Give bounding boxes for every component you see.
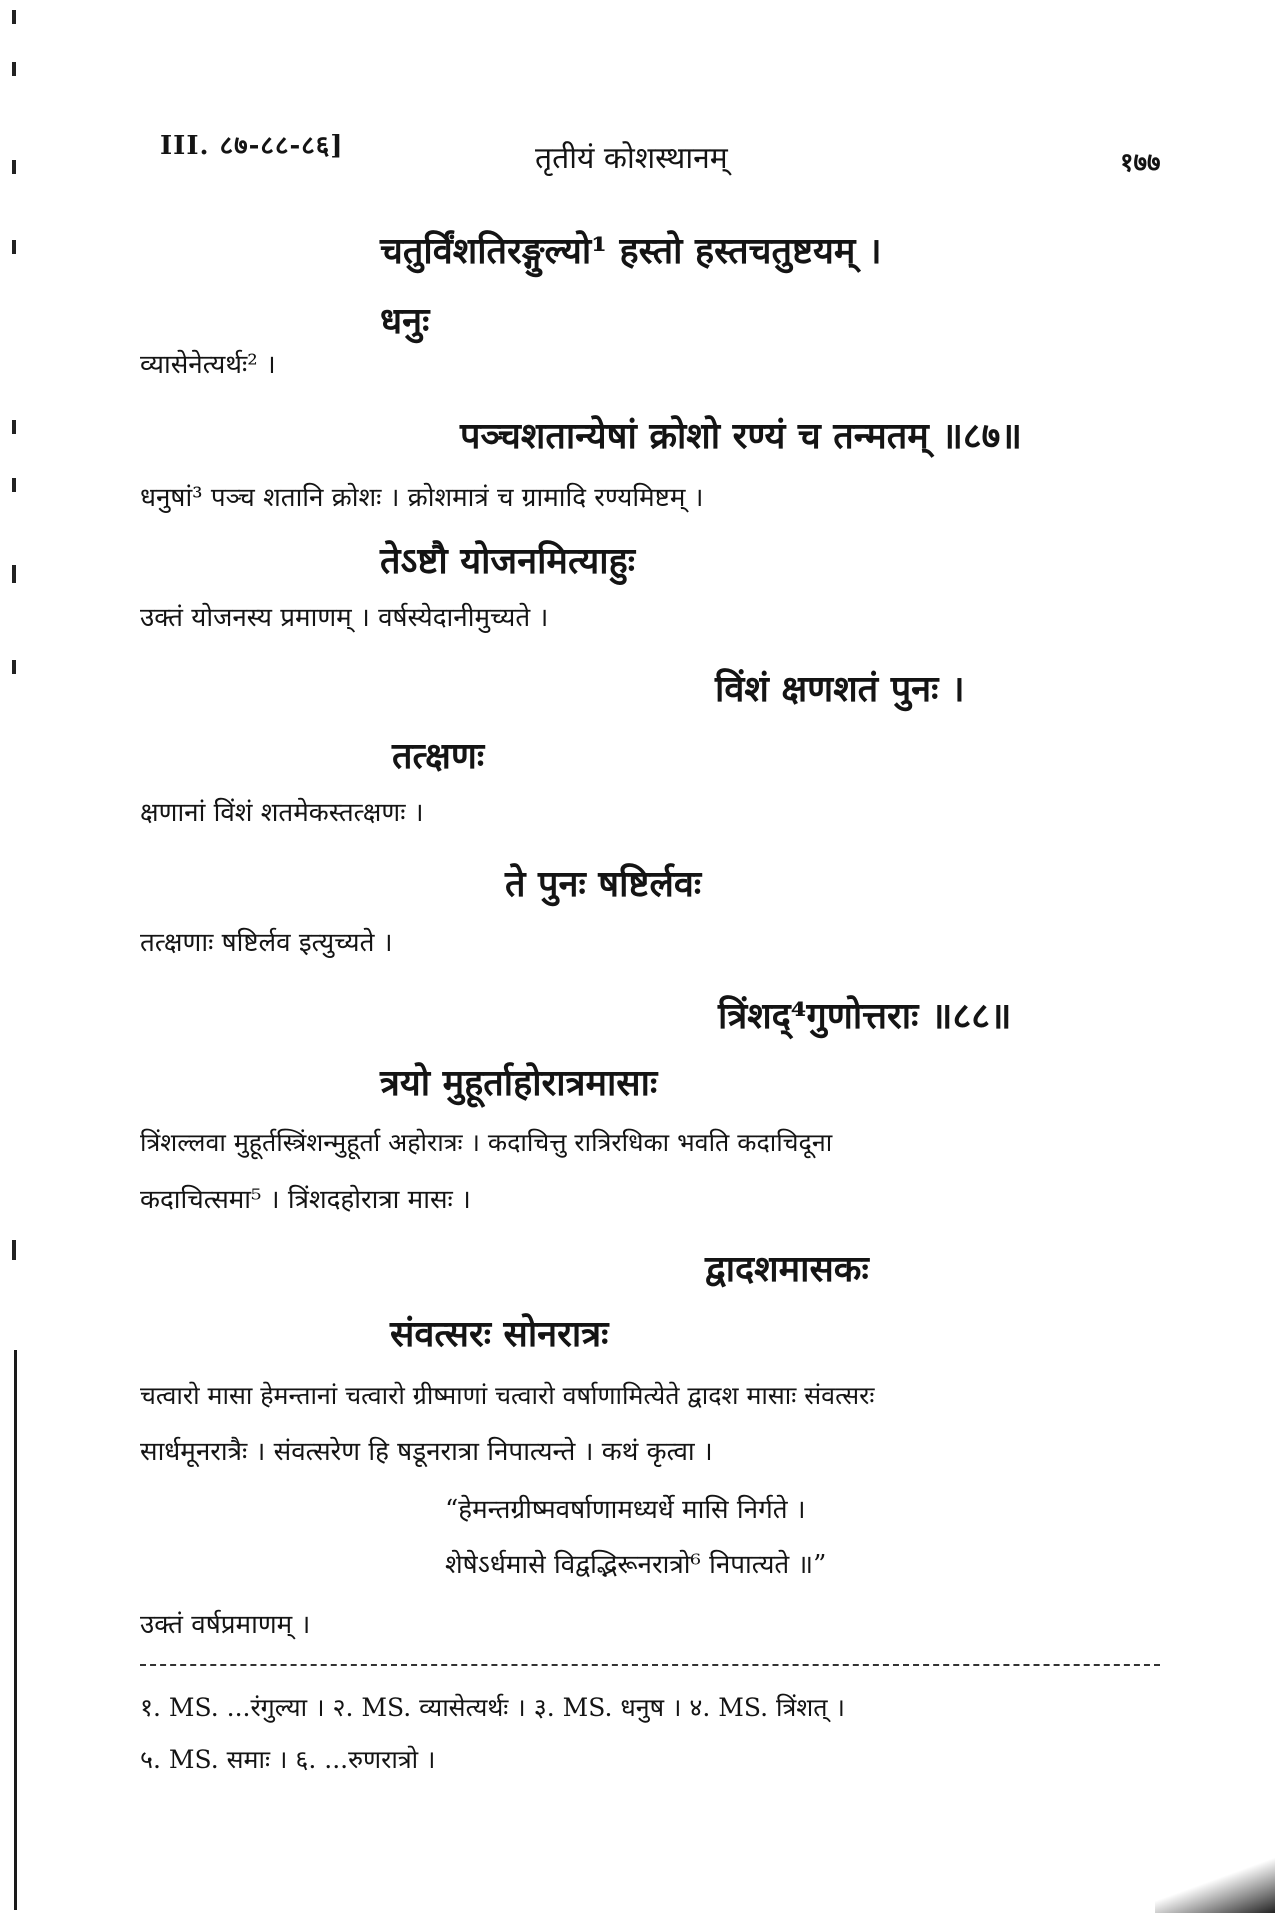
scan-margin-mark (12, 565, 16, 583)
commentary-line: सार्धमूनरात्रैः । संवत्सरेण हि षडूनरात्रा निपात्यन्ते । कथं कृत्वा । (140, 1437, 713, 1467)
scan-margin-mark (12, 240, 16, 254)
commentary-line: उक्तं वर्षप्रमाणम् । (140, 1610, 311, 1640)
section-reference: III. ८७-८८-८६] (160, 131, 344, 161)
verse-line: द्वादशमासकः (705, 1248, 869, 1290)
footnote-line: ५. MS. समाः । ६. ...रुणरात्रो । (140, 1745, 436, 1774)
quoted-verse-line: “हेमन्तग्रीष्मवर्षाणामध्यर्धे मासि निर्गते । (445, 1495, 806, 1525)
scan-margin-mark (12, 420, 16, 434)
verse-line: पञ्चशतान्येषां क्रोशो रण्यं च तन्मतम् ॥८७॥ (460, 415, 1022, 457)
commentary-line: कदाचित्समा⁵ । त्रिंशदहोरात्रा मासः । (140, 1185, 471, 1215)
verse-line: तत्क्षणः (392, 735, 485, 777)
verse-line: धनुः (380, 300, 430, 342)
page-number: १७७ (1120, 148, 1161, 178)
verse-line: तेऽष्टौ योजनमित्याहुः (380, 540, 635, 582)
footnote-rule (140, 1664, 1160, 1666)
scan-margin-mark (12, 1240, 16, 1260)
commentary-line: धनुषां³ पञ्च शतानि क्रोशः । क्रोशमात्रं च ग्रामादि रण्यमिष्टम् । (140, 483, 704, 513)
scan-corner-smudge (1155, 1833, 1275, 1913)
commentary-line: तत्क्षणाः षष्टिर्लव इत्युच्यते । (140, 928, 393, 958)
scan-margin-mark (12, 660, 16, 674)
scan-margin-mark (12, 62, 16, 76)
verse-line: त्रयो मुहूर्ताहोरात्रमासाः (380, 1062, 658, 1104)
footnote-line: १. MS. ...रंगुल्या । २. MS. व्यासेत्यर्थः । ३. MS. धनुष । ४. MS. त्रिंशत् । (140, 1693, 845, 1722)
scan-margin-mark (12, 478, 16, 492)
verse-line: चतुर्विंशतिरङ्गुल्यो¹ हस्तो हस्तचतुष्टयम् । (380, 230, 882, 272)
verse-line: त्रिंशद्⁴गुणोत्तराः ॥८८॥ (718, 995, 1012, 1037)
verse-line: संवत्सरः सोनरात्रः (390, 1313, 609, 1355)
scan-margin-mark (12, 160, 16, 174)
commentary-line: चत्वारो मासा हेमन्तानां चत्वारो ग्रीष्माणां चत्वारो वर्षाणामित्येते द्वादश मासाः संवत्सरः (140, 1381, 875, 1410)
commentary-line: त्रिंशल्लवा मुहूर्तस्त्रिंशन्मुहूर्ता अहोरात्रः । कदाचित्तु रात्रिरधिका भवति कदाचिदूना (140, 1128, 833, 1157)
scan-margin-mark (12, 10, 16, 24)
quoted-verse-line: शेषेऽर्धमासे विद्वद्भिरूनरात्रो⁶ निपात्यते ॥” (445, 1550, 827, 1580)
scan-edge-shadow (14, 1350, 17, 1910)
running-title: तृतीयं कोशस्थानम् (535, 141, 728, 176)
commentary-line: क्षणानां विंशं शतमेकस्तत्क्षणः । (140, 798, 424, 828)
commentary-line: व्यासेनेत्यर्थः² । (140, 350, 276, 380)
commentary-line: उक्तं योजनस्य प्रमाणम् । वर्षस्येदानीमुच्यते । (140, 603, 549, 633)
verse-line: विंशं क्षणशतं पुनः । (715, 668, 965, 710)
verse-line: ते पुनः षष्टिर्लवः (505, 863, 702, 905)
